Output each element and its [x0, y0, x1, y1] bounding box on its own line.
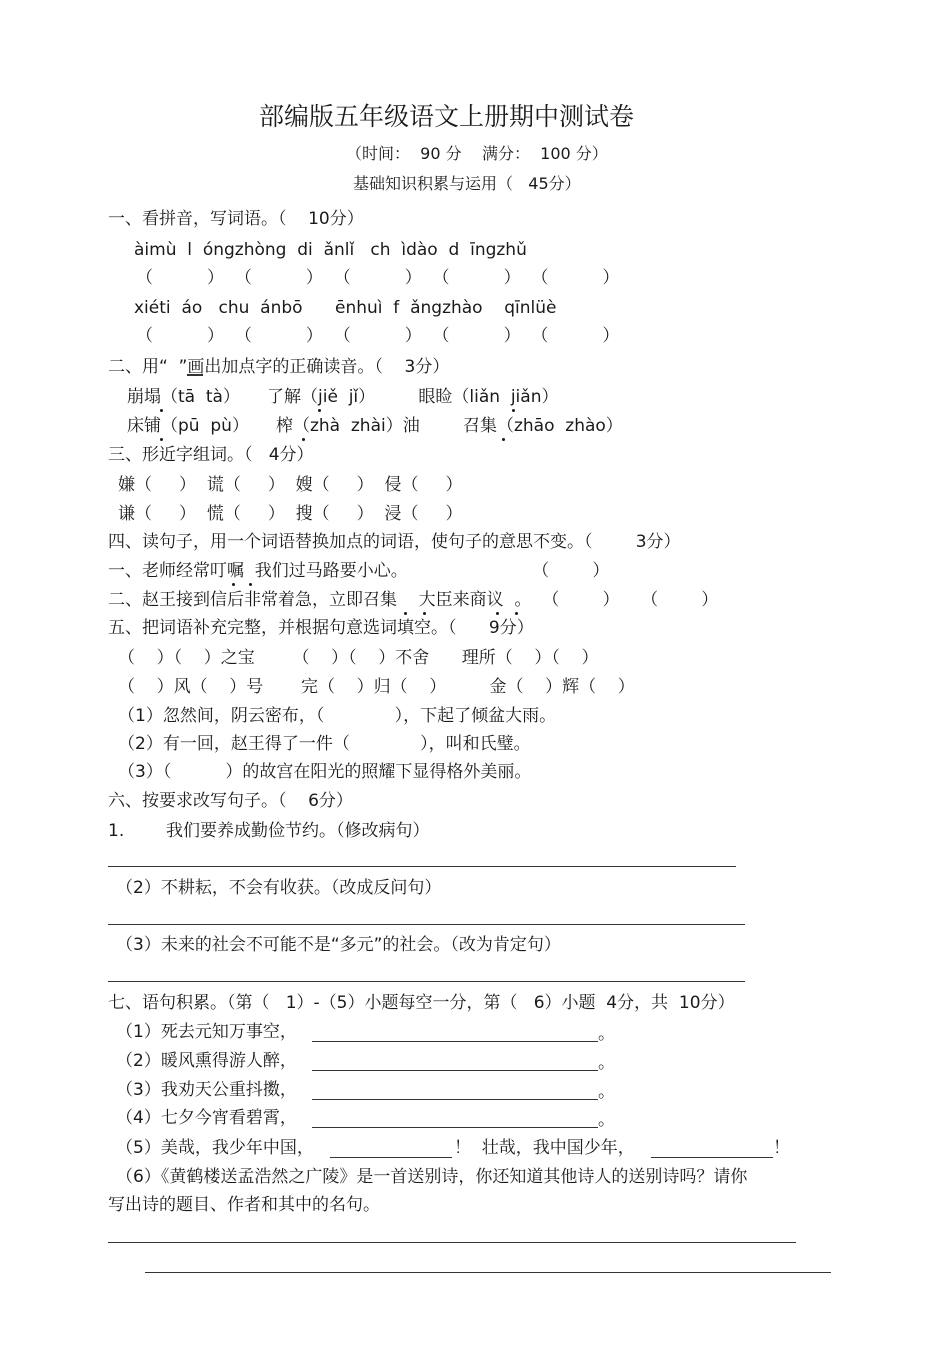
page-title: 部编版五年级语文上册期中测试卷	[259, 102, 635, 131]
emphasis-dot	[502, 438, 505, 441]
q7-line-4: （4）七夕今宵看碧霄，	[116, 1108, 297, 1128]
q5-row-1[interactable]: （ ）（ ）之宝 （ ）（ ）不舍 理所（ ）（ ）	[118, 648, 599, 668]
q7-line-1: （1）死去元知万事空，	[116, 1022, 297, 1042]
q2-row-2[interactable]: 床铺（pū pù） 榨（zhà zhài）油 召集（zhāo zhào）	[127, 416, 623, 436]
emphasis-dot	[515, 612, 518, 615]
q1-pinyin-row-1: àimù l óngzhòng di ǎnlǐ ch ìdào d īngzhǔ	[134, 240, 527, 260]
q5-row-2[interactable]: （ ）风（ ）号 完（ ）归（ ） 金（ ）辉（ ）	[118, 677, 635, 697]
answer-line[interactable]	[312, 1127, 598, 1128]
q7-line-5a: （5）美哉，我少年中国，	[116, 1138, 314, 1158]
q3-heading: 三、形近字组词。（ 4分）	[108, 445, 314, 465]
q7-line-6a: （6）《黄鹤楼送孟浩然之广陵》是一首送别诗，你还知道其他诗人的送别诗吗？请你	[116, 1167, 748, 1187]
emphasis-dot	[249, 583, 252, 586]
q1-blank-row-2[interactable]: （ ） （ ） （ ） （ ） （ ）	[136, 326, 620, 346]
q6-item-1: 我们要养成勤俭节约。（修改病句）	[166, 821, 430, 841]
emphasis-dot	[423, 612, 426, 615]
q7-end-mark: 。	[598, 1024, 615, 1044]
q7-line-6b: 写出诗的题目、作者和其中的名句。	[108, 1195, 380, 1215]
q6-item-3: （3）未来的社会不可能不是“多元”的社会。（改为肯定句）	[116, 935, 561, 955]
q7-line-3: （3）我劝天公重抖擞，	[116, 1080, 297, 1100]
emphasis-dot	[160, 409, 163, 412]
emphasis-dot	[512, 409, 515, 412]
q1-pinyin-row-2: xiéti áo chu ánbō ēnhuì f ǎngzhào qīnlüè	[134, 298, 557, 318]
q1-heading: 一、看拼音，写词语。（ 10分）	[108, 209, 364, 229]
time-score-info: （时间： 90 分 满分： 100 分）	[346, 144, 608, 163]
q7-end-mark: 。	[598, 1082, 615, 1102]
emphasis-dot	[404, 612, 407, 615]
underline-mark	[187, 374, 203, 376]
emphasis-dot	[496, 612, 499, 615]
emphasis-dot	[318, 409, 321, 412]
q3-row-1[interactable]: 嫌（ ） 谎（ ） 嫂（ ） 侵（ ）	[118, 475, 463, 495]
answer-line[interactable]	[108, 981, 745, 982]
q7-line-5b: ！ 壮哉，我中国少年，	[454, 1138, 635, 1158]
q7-heading: 七、语句积累。（第（ 1）-（5）小题每空一分，第（ 6）小题 4分，共 10分）	[108, 993, 735, 1013]
q3-row-2[interactable]: 谦（ ） 慌（ ） 搜（ ） 浸（ ）	[118, 504, 463, 524]
answer-line[interactable]	[312, 1041, 598, 1042]
q7-line-2: （2）暖风熏得游人醉，	[116, 1051, 297, 1071]
q6-heading: 六、按要求改写句子。（ 6分）	[108, 791, 353, 811]
answer-line[interactable]	[651, 1157, 773, 1158]
answer-line[interactable]	[145, 1272, 831, 1273]
q4-heading: 四、读句子，用一个词语替换加点的词语，使句子的意思不变。（ 3分）	[108, 532, 681, 552]
q5-heading: 五、把词语补充完整，并根据句意选词填空。（ 9分）	[108, 618, 534, 638]
q6-item-1-number: 1.	[108, 821, 125, 841]
q5-sentence-2[interactable]: （2）有一回，赵王得了一件（ ），叫和氏璧。	[118, 734, 531, 754]
answer-line[interactable]	[108, 924, 745, 925]
q2-heading: 二、用“ ”画出加点字的正确读音。（ 3分）	[108, 357, 450, 377]
q4-sentence-1[interactable]: 一、老师经常叮嘱 我们过马路要小心。 （ ）	[108, 561, 610, 581]
q7-exclamation: ！	[773, 1138, 790, 1158]
emphasis-dot	[232, 583, 235, 586]
q2-row-1[interactable]: 崩塌（tā tà） 了解（jiě jǐ） 眼睑（liǎn jiǎn）	[127, 387, 559, 407]
q4-sentence-2[interactable]: 二、赵王接到信后非常着急，立即召集 大臣来商议 。 （ ） （ ）	[108, 590, 719, 610]
q5-sentence-3[interactable]: （3）（ ）的故宫在阳光的照耀下显得格外美丽。	[118, 762, 532, 782]
q1-blank-row-1[interactable]: （ ） （ ） （ ） （ ） （ ）	[136, 268, 620, 288]
q7-end-mark: 。	[598, 1053, 615, 1073]
emphasis-dot	[302, 438, 305, 441]
answer-line[interactable]	[108, 866, 736, 867]
q5-sentence-1[interactable]: （1）忽然间，阴云密布，（ ），下起了倾盆大雨。	[118, 706, 557, 726]
emphasis-dot	[160, 438, 163, 441]
answer-line[interactable]	[108, 1242, 796, 1243]
answer-line[interactable]	[330, 1157, 452, 1158]
answer-line[interactable]	[312, 1099, 598, 1100]
answer-line[interactable]	[312, 1070, 598, 1071]
q7-end-mark: 。	[598, 1110, 615, 1130]
q6-item-2: （2）不耕耘，不会有收获。（改成反问句）	[116, 878, 442, 898]
section-title: 基础知识积累与运用（ 45分）	[353, 174, 581, 193]
